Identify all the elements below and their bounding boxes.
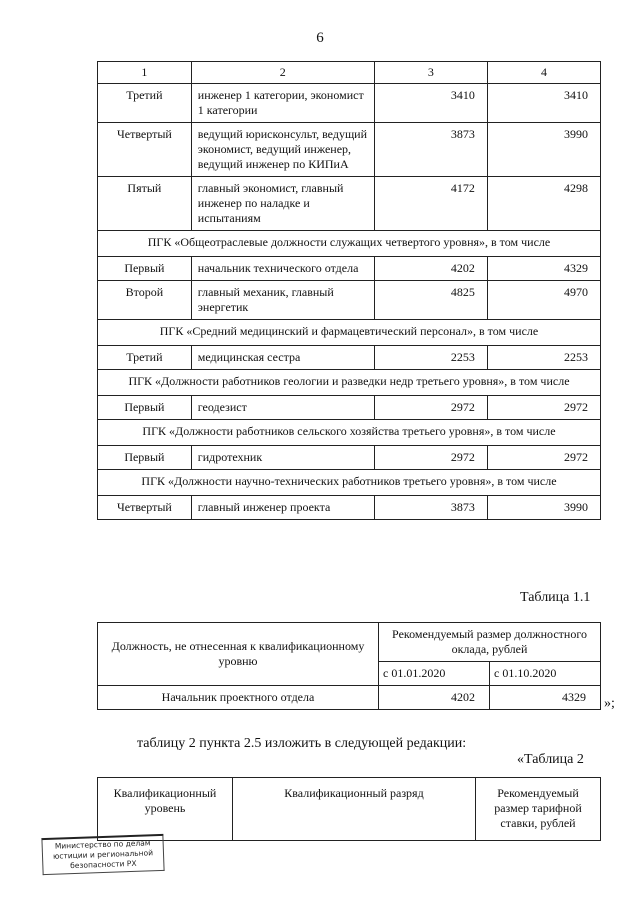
position-names: медицинская сестра xyxy=(191,346,374,370)
qualification-level: Первый xyxy=(98,396,192,420)
salary-value-2: 4298 xyxy=(487,177,600,231)
salary-value-1: 2972 xyxy=(374,396,487,420)
closing-quote: »; xyxy=(604,696,615,711)
position-names: главный экономист, главный инженер по наладке и испытаниям xyxy=(191,177,374,231)
table-row xyxy=(98,446,601,470)
qualification-level: Третий xyxy=(98,84,192,123)
date-2: с 01.10.2020 xyxy=(490,662,601,686)
column-number-3: 3 xyxy=(374,62,487,84)
salary-value-1: 3873 xyxy=(374,123,487,177)
position-names: главный инженер проекта xyxy=(191,496,374,520)
position-names: главный механик, главный энергетик xyxy=(191,281,374,320)
column-number-1: 1 xyxy=(98,62,192,84)
table-row xyxy=(98,177,601,231)
table-1-1-caption: Таблица 1.1 xyxy=(520,590,591,605)
col-tariff-rate: Рекомендуемый размер тарифной ставки, рублей xyxy=(476,778,601,841)
table-row xyxy=(98,123,601,177)
salary-value-1: 2253 xyxy=(374,346,487,370)
row-value-2: 4329 xyxy=(490,686,601,710)
col-qual-grade: Квалификационный разряд xyxy=(233,778,476,841)
qualification-level: Четвертый xyxy=(98,123,192,177)
column-number-2: 2 xyxy=(191,62,374,84)
group-header-row xyxy=(98,231,601,257)
group-header-row xyxy=(98,470,601,496)
group-header-row xyxy=(98,420,601,446)
position-names: геодезист xyxy=(191,396,374,420)
table-2-header-row xyxy=(98,778,601,841)
salary-value-1: 4202 xyxy=(374,257,487,281)
table-2 xyxy=(97,777,601,841)
salary-value-1: 4172 xyxy=(374,177,487,231)
stamp-line-3: безопасности РХ xyxy=(70,858,137,871)
position-names: ведущий юрисконсульт, ведущий экономист, ведущий инженер, ведущий инженер по КИПиА xyxy=(191,123,374,177)
table-2-caption: «Таблица 2 xyxy=(517,752,584,767)
row-value-1: 4202 xyxy=(379,686,490,710)
table-header-row xyxy=(98,62,601,84)
group-title: ПГК «Должности работников сельского хозяйства третьего уровня», в том числе xyxy=(98,420,601,446)
col-salary-header: Рекомендуемый размер должностного оклада, рублей xyxy=(379,623,601,662)
salary-value-2: 3990 xyxy=(487,496,600,520)
stamp-line-1: Министерство по делам xyxy=(54,838,151,851)
group-header-row xyxy=(98,320,601,346)
qualification-level: Пятый xyxy=(98,177,192,231)
position-names: начальник технического отдела xyxy=(191,257,374,281)
salary-value-2: 2253 xyxy=(487,346,600,370)
salary-value-2: 2972 xyxy=(487,396,600,420)
qualification-level: Второй xyxy=(98,281,192,320)
group-title: ПГК «Общеотраслевые должности служащих четвертого уровня», в том числе xyxy=(98,231,601,257)
amendment-paragraph: таблицу 2 пункта 2.5 изложить в следующей редакции: xyxy=(137,736,467,751)
salary-value-2: 2972 xyxy=(487,446,600,470)
registration-stamp xyxy=(41,834,164,875)
group-title: ПГК «Должности научно-технических работников третьего уровня», в том числе xyxy=(98,470,601,496)
salary-value-2: 3990 xyxy=(487,123,600,177)
position-names: инженер 1 категории, экономист 1 категории xyxy=(191,84,374,123)
qualification-level: Четвертый xyxy=(98,496,192,520)
salary-value-1: 3410 xyxy=(374,84,487,123)
group-header-row xyxy=(98,370,601,396)
group-title: ПГК «Средний медицинский и фармацевтический персонал», в том числе xyxy=(98,320,601,346)
salary-value-1: 3873 xyxy=(374,496,487,520)
salary-value-2: 4970 xyxy=(487,281,600,320)
table-row xyxy=(98,281,601,320)
salary-value-1: 2972 xyxy=(374,446,487,470)
table-row xyxy=(98,84,601,123)
col-qual-level: Квалификационный уровень xyxy=(98,778,233,841)
qualification-level: Первый xyxy=(98,446,192,470)
salary-value-2: 3410 xyxy=(487,84,600,123)
page-number: 6 xyxy=(316,30,324,46)
table-row xyxy=(98,396,601,420)
table-1-1-header-row xyxy=(98,623,601,662)
table-row xyxy=(98,496,601,520)
column-number-4: 4 xyxy=(487,62,600,84)
salary-table-continued xyxy=(97,61,601,520)
date-1: с 01.01.2020 xyxy=(379,662,490,686)
table-row xyxy=(98,257,601,281)
col-position-header: Должность, не отнесенная к квалификационному уровню xyxy=(98,623,379,686)
qualification-level: Первый xyxy=(98,257,192,281)
table-1-1 xyxy=(97,622,601,710)
row-position: Начальник проектного отдела xyxy=(98,686,379,710)
stamp-line-2: юстиции и региональной xyxy=(52,848,154,861)
salary-value-1: 4825 xyxy=(374,281,487,320)
table-row xyxy=(98,686,601,710)
qualification-level: Третий xyxy=(98,346,192,370)
group-title: ПГК «Должности работников геологии и разведки недр третьего уровня», в том числе xyxy=(98,370,601,396)
salary-value-2: 4329 xyxy=(487,257,600,281)
table-row xyxy=(98,346,601,370)
position-names: гидротехник xyxy=(191,446,374,470)
